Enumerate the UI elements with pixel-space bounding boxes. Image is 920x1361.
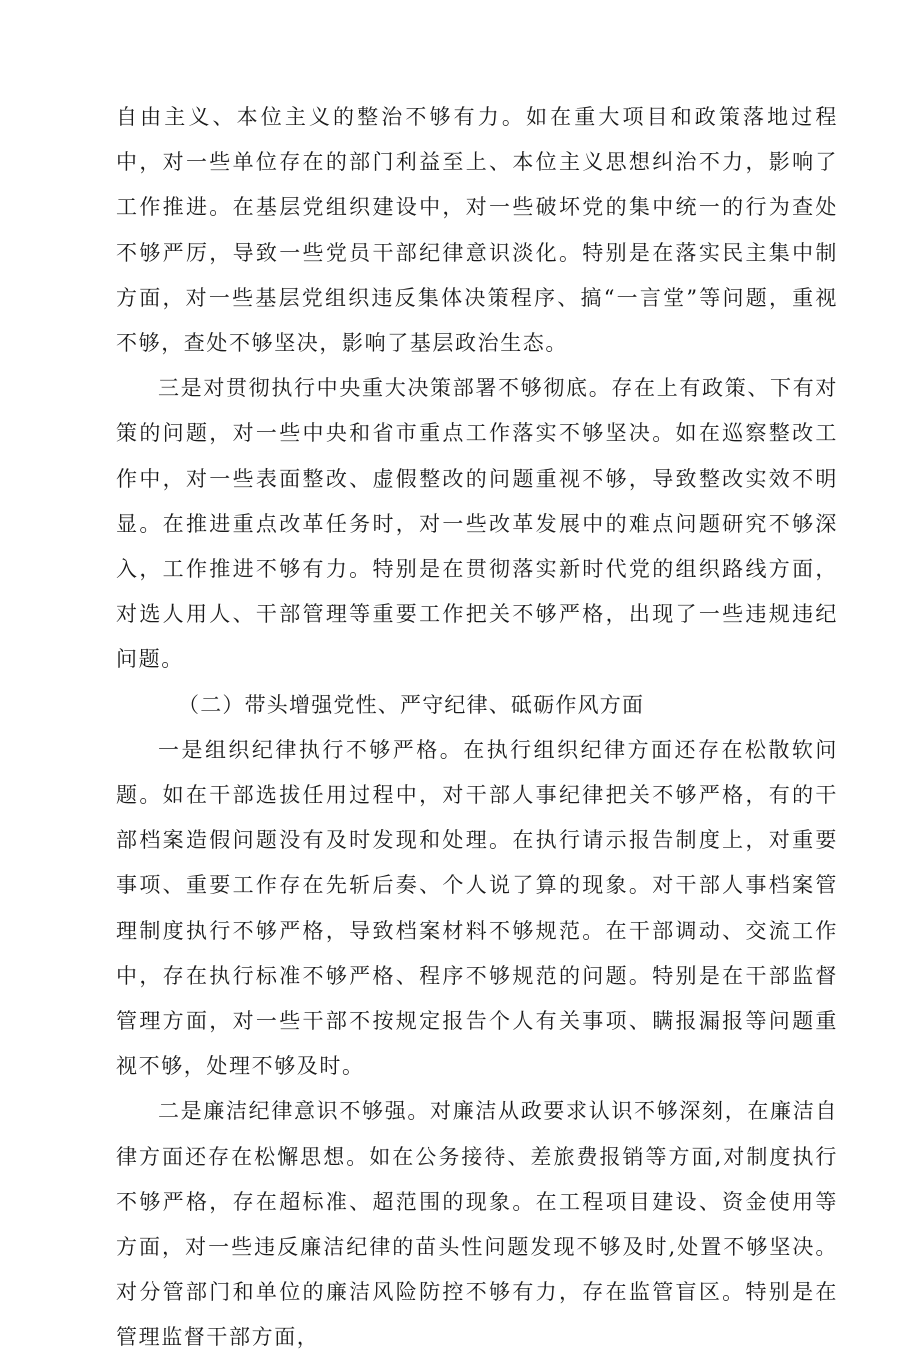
paragraph-point-one: 一是组织纪律执行不够严格。在执行组织纪律方面还存在松散软问题。如在干部选拔任用过程中，对干部人事纪律把关不够严格，有的干部档案造假问题没有及时发现和处理。在执行请示报告制度上，对重要事项、重要工作存在先斩后奏、个人说了算的现象。对干部人事档案管理制度执行不够严格，导致档案材料不够规范。在干部调动、交流工作中，存在执行标准不够严格、程序不够规范的问题。特别是在干部监督管理方面，对一些干部不按规定报告个人有关事项、瞒报漏报等问题重视不够，处理不够及时。 — [116, 737, 838, 1079]
paragraph-point-two: 二是廉洁纪律意识不够强。对廉洁从政要求认识不够深刻，在廉洁自律方面还存在松懈思想。如在公务接待、差旅费报销等方面,对制度执行不够严格，存在超标准、超范围的现象。在工程项目建设、资金使用等方面，对一些违反廉洁纪律的苗头性问题发现不够及时,处置不够坚决。对分管部门和单位的廉洁风险防控不够有力，存在监管盲区。特别是在管理监督干部方面， — [116, 1099, 838, 1350]
section-heading: （二）带头增强党性、严守纪律、砥砺作风方面 — [178, 692, 645, 717]
document-body — [116, 95, 838, 1361]
paragraph-continuation: 自由主义、本位主义的整治不够有力。如在重大项目和政策落地过程中，对一些单位存在的部门利益至上、本位主义思想纠治不力，影响了工作推进。在基层党组织建设中，对一些破坏党的集中统一的行为查处不够严厉，导致一些党员干部纪律意识淡化。特别是在落实民主集中制方面，对一些基层党组织违反集体决策程序、搞“一言堂”等问题，重视不够，查处不够坚决，影响了基层政治生态。 — [116, 105, 838, 356]
paragraph-point-three: 三是对贯彻执行中央重大决策部署不够彻底。存在上有政策、下有对策的问题，对一些中央和省市重点工作落实不够坚决。如在巡察整改工作中，对一些表面整改、虚假整改的问题重视不够，导致整改实效不明显。在推进重点改革任务时，对一些改革发展中的难点问题研究不够深入，工作推进不够有力。特别是在贯彻落实新时代党的组织路线方面，对选人用人、干部管理等重要工作把关不够严格，出现了一些违规违纪问题。 — [116, 376, 838, 672]
